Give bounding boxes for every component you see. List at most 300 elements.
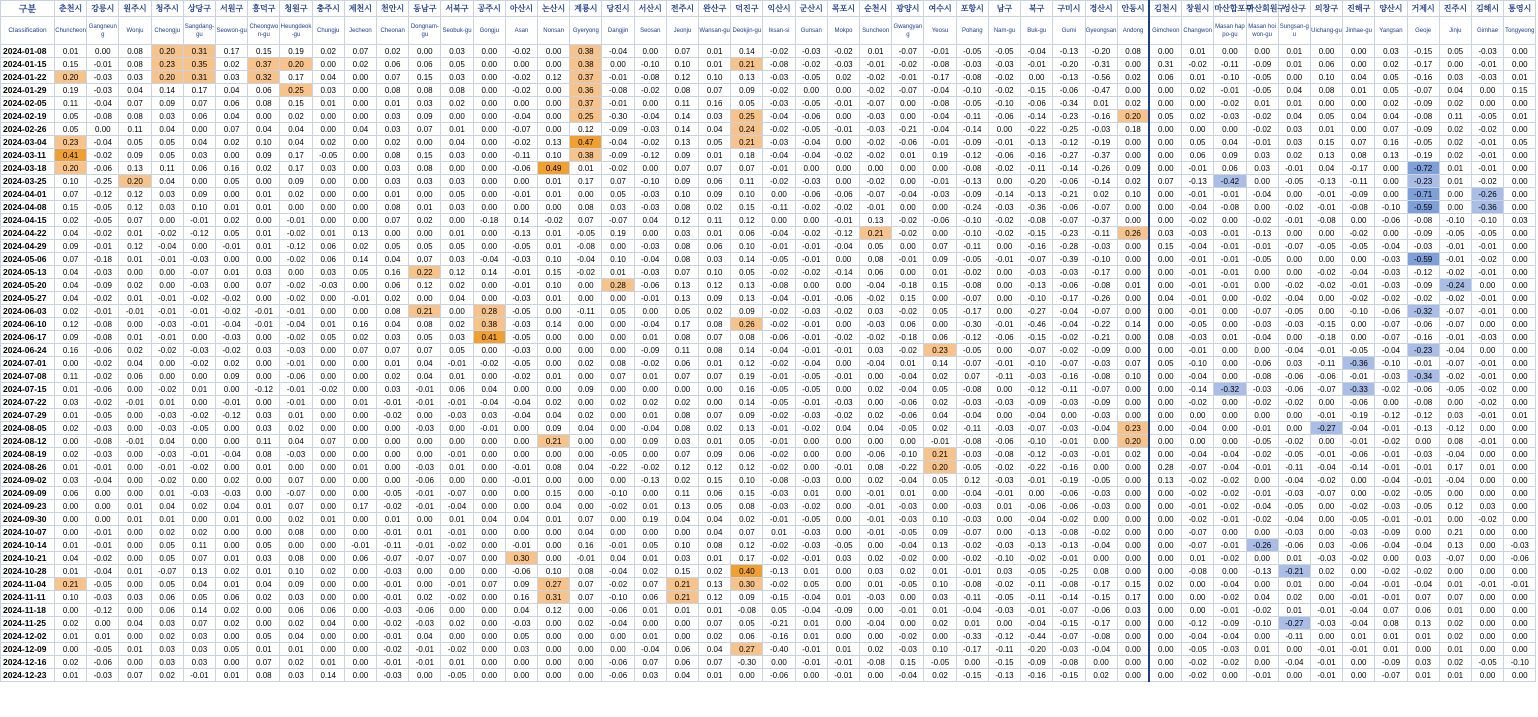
value-cell: 0.00 — [1471, 604, 1503, 617]
value-cell: 0.04 — [570, 461, 602, 474]
value-cell: -0.17 — [924, 71, 956, 84]
value-cell: -0.10 — [1021, 292, 1053, 305]
value-cell: 0.00 — [538, 669, 570, 682]
week-date-cell: 2024-04-29 — [1, 240, 55, 253]
value-cell: 0.01 — [1246, 643, 1278, 656]
value-cell: -0.08 — [87, 318, 119, 331]
value-cell: 0.01 — [119, 331, 151, 344]
value-cell: -0.02 — [183, 357, 215, 370]
value-cell: -0.24 — [956, 201, 988, 214]
column-header-kr: 광양시 — [892, 1, 924, 17]
value-cell: -0.06 — [1053, 279, 1085, 292]
value-cell: 0.03 — [55, 396, 87, 409]
value-cell: -0.04 — [1278, 292, 1310, 305]
value-cell: 0.00 — [538, 539, 570, 552]
value-cell: 0.01 — [827, 591, 859, 604]
value-cell: 0.02 — [55, 305, 87, 318]
week-date-cell: 2024-02-19 — [1, 110, 55, 123]
value-cell: 0.00 — [344, 422, 376, 435]
value-cell: 0.02 — [666, 396, 698, 409]
value-cell: -0.08 — [956, 71, 988, 84]
value-cell: -0.03 — [1053, 643, 1085, 656]
value-cell: 0.00 — [538, 474, 570, 487]
value-cell: 0.38 — [570, 58, 602, 71]
value-cell: 0.13 — [1375, 149, 1407, 162]
value-cell: 0.00 — [1149, 409, 1181, 422]
value-cell: 0.00 — [827, 448, 859, 461]
value-cell: 0.04 — [248, 123, 280, 136]
value-cell: 0.03 — [441, 45, 473, 58]
value-cell: -0.01 — [1182, 305, 1214, 318]
value-cell: 0.03 — [860, 344, 892, 357]
value-cell: 0.00 — [505, 448, 537, 461]
value-cell: 0.40 — [731, 565, 763, 578]
value-cell: 0.00 — [827, 474, 859, 487]
value-cell: -0.02 — [377, 643, 409, 656]
value-cell: 0.00 — [1504, 591, 1536, 604]
value-cell: 0.02 — [216, 565, 248, 578]
value-cell: 0.10 — [538, 253, 570, 266]
value-cell: -0.16 — [1407, 331, 1439, 344]
column-header-kr: 계룡시 — [570, 1, 602, 17]
value-cell: 0.00 — [1504, 604, 1536, 617]
value-cell: 0.00 — [892, 201, 924, 214]
value-cell: -0.03 — [151, 448, 183, 461]
value-cell: -0.03 — [795, 409, 827, 422]
value-cell: 0.02 — [441, 97, 473, 110]
value-cell: 0.05 — [151, 578, 183, 591]
value-cell: -0.01 — [409, 396, 441, 409]
value-cell: 0.00 — [1149, 318, 1181, 331]
value-cell: 0.21 — [666, 578, 698, 591]
value-cell: -0.01 — [1278, 162, 1310, 175]
value-cell: 0.00 — [1471, 591, 1503, 604]
value-cell: 0.12 — [538, 71, 570, 84]
value-cell: 0.00 — [634, 97, 666, 110]
value-cell: -0.10 — [634, 175, 666, 188]
value-cell: 0.10 — [55, 175, 87, 188]
value-cell: 0.00 — [860, 162, 892, 175]
value-cell: -0.03 — [1407, 448, 1439, 461]
value-cell: -0.02 — [763, 318, 795, 331]
value-cell: 0.03 — [151, 656, 183, 669]
value-cell: -0.16 — [1053, 461, 1085, 474]
value-cell: 0.00 — [1149, 45, 1181, 58]
value-cell: 0.00 — [1504, 357, 1536, 370]
value-cell: -0.01 — [248, 318, 280, 331]
value-cell: 0.00 — [505, 175, 537, 188]
value-cell: 0.11 — [666, 487, 698, 500]
value-cell: 0.00 — [1149, 97, 1181, 110]
value-cell: 0.04 — [312, 71, 344, 84]
value-cell: -0.04 — [87, 474, 119, 487]
value-cell: 0.00 — [216, 435, 248, 448]
value-cell: -0.04 — [763, 344, 795, 357]
value-cell: -0.12 — [1053, 136, 1085, 149]
value-cell: -0.10 — [956, 84, 988, 97]
table-row — [1, 383, 1536, 396]
value-cell: -0.06 — [1053, 84, 1085, 97]
value-cell: -0.08 — [956, 279, 988, 292]
value-cell: 0.00 — [312, 305, 344, 318]
value-cell: 0.02 — [1182, 110, 1214, 123]
value-cell: 0.07 — [280, 500, 312, 513]
value-cell: 0.01 — [795, 630, 827, 643]
table-row — [1, 513, 1536, 526]
value-cell: 0.01 — [312, 97, 344, 110]
value-cell: 0.00 — [602, 240, 634, 253]
value-cell: -0.06 — [409, 604, 441, 617]
week-date-cell: 2024-12-02 — [1, 630, 55, 643]
value-cell: -0.01 — [1053, 435, 1085, 448]
value-cell: 0.00 — [602, 643, 634, 656]
value-cell: -0.09 — [1375, 656, 1407, 669]
value-cell: -0.01 — [795, 318, 827, 331]
column-header-en: Jecheon — [344, 17, 376, 45]
value-cell: 0.00 — [1504, 45, 1536, 58]
value-cell: -0.02 — [1214, 97, 1246, 110]
value-cell: 0.00 — [924, 162, 956, 175]
value-cell: -0.04 — [1375, 474, 1407, 487]
value-cell: 0.01 — [1278, 58, 1310, 71]
week-date-cell: 2024-04-08 — [1, 201, 55, 214]
column-header-en: Uichang-gu — [1310, 17, 1342, 45]
value-cell: 0.00 — [441, 214, 473, 227]
value-cell: 0.00 — [1278, 253, 1310, 266]
value-cell: -0.01 — [1182, 292, 1214, 305]
value-cell: -0.04 — [505, 396, 537, 409]
value-cell: -0.07 — [1310, 383, 1342, 396]
value-cell: -0.15 — [1310, 318, 1342, 331]
value-cell: 0.00 — [1343, 565, 1375, 578]
value-cell: 0.04 — [183, 136, 215, 149]
value-cell: 0.07 — [666, 162, 698, 175]
week-date-cell: 2024-02-05 — [1, 97, 55, 110]
value-cell: -0.01 — [280, 357, 312, 370]
value-cell: -0.07 — [1085, 305, 1117, 318]
value-cell: 0.02 — [570, 409, 602, 422]
value-cell: 0.00 — [1471, 318, 1503, 331]
value-cell: -0.09 — [634, 344, 666, 357]
value-cell: 0.01 — [538, 370, 570, 383]
value-cell: -0.01 — [409, 383, 441, 396]
value-cell: 0.03 — [377, 175, 409, 188]
value-cell: -0.03 — [1085, 123, 1117, 136]
value-cell: -0.02 — [1375, 487, 1407, 500]
value-cell: 0.00 — [248, 474, 280, 487]
value-cell: 0.00 — [1182, 604, 1214, 617]
value-cell: 0.00 — [1149, 513, 1181, 526]
value-cell: 0.03 — [827, 552, 859, 565]
value-cell: 0.02 — [699, 305, 731, 318]
value-cell: 0.00 — [1310, 630, 1342, 643]
value-cell: 0.00 — [441, 435, 473, 448]
value-cell: 0.13 — [1439, 539, 1471, 552]
value-cell: -0.05 — [1471, 110, 1503, 123]
week-date-cell: 2024-08-19 — [1, 448, 55, 461]
value-cell: -0.02 — [795, 422, 827, 435]
value-cell: 0.00 — [1149, 435, 1181, 448]
value-cell: 0.01 — [119, 565, 151, 578]
value-cell: -0.07 — [956, 526, 988, 539]
value-cell: 0.01 — [924, 565, 956, 578]
value-cell: -0.14 — [1021, 110, 1053, 123]
value-cell: 0.01 — [312, 227, 344, 240]
value-cell: -0.02 — [1375, 565, 1407, 578]
value-cell: -0.02 — [763, 461, 795, 474]
value-cell: 0.00 — [988, 344, 1020, 357]
value-cell: -0.01 — [344, 539, 376, 552]
week-date-cell: 2024-11-11 — [1, 591, 55, 604]
value-cell: -0.03 — [1085, 357, 1117, 370]
week-date-cell: 2024-06-03 — [1, 305, 55, 318]
value-cell: 0.41 — [473, 331, 505, 344]
value-cell: -0.03 — [988, 539, 1020, 552]
week-date-cell: 2024-11-25 — [1, 617, 55, 630]
value-cell: 0.00 — [1439, 188, 1471, 201]
value-cell: 0.00 — [473, 97, 505, 110]
value-cell: 0.00 — [248, 604, 280, 617]
value-cell: 0.06 — [280, 604, 312, 617]
value-cell: 0.00 — [1214, 344, 1246, 357]
value-cell: 0.04 — [666, 513, 698, 526]
value-cell: 0.00 — [1149, 136, 1181, 149]
value-cell: -0.13 — [1246, 565, 1278, 578]
value-cell: 0.04 — [473, 383, 505, 396]
value-cell: 0.16 — [1375, 136, 1407, 149]
value-cell: -0.02 — [827, 201, 859, 214]
value-cell: 0.00 — [216, 526, 248, 539]
value-cell: -0.08 — [87, 435, 119, 448]
value-cell: 0.00 — [1471, 422, 1503, 435]
value-cell: 0.00 — [1246, 266, 1278, 279]
value-cell: 0.06 — [377, 279, 409, 292]
value-cell: 0.00 — [570, 630, 602, 643]
value-cell: -0.06 — [87, 344, 119, 357]
column-header-kr: 아산시 — [505, 1, 537, 17]
value-cell: -0.05 — [1246, 71, 1278, 84]
value-cell: 0.01 — [1278, 578, 1310, 591]
value-cell: 0.02 — [344, 58, 376, 71]
value-cell: -0.02 — [505, 136, 537, 149]
value-cell: -0.01 — [1182, 500, 1214, 513]
value-cell: -0.01 — [602, 97, 634, 110]
value-cell: 0.03 — [699, 110, 731, 123]
value-cell: 0.00 — [216, 149, 248, 162]
value-cell: 0.04 — [827, 422, 859, 435]
value-cell: 0.00 — [1310, 526, 1342, 539]
value-cell: 0.00 — [1214, 669, 1246, 682]
value-cell: 0.08 — [377, 149, 409, 162]
column-header-kr: 목포시 — [827, 1, 859, 17]
value-cell: 0.03 — [183, 656, 215, 669]
column-header-kr: 제천시 — [344, 1, 376, 17]
value-cell: -0.02 — [1471, 513, 1503, 526]
value-cell: 0.02 — [827, 71, 859, 84]
value-cell: 0.00 — [827, 162, 859, 175]
value-cell: 0.00 — [634, 305, 666, 318]
value-cell: -0.01 — [1214, 279, 1246, 292]
value-cell: -0.02 — [860, 292, 892, 305]
value-cell: -0.01 — [119, 435, 151, 448]
value-cell: 0.12 — [538, 604, 570, 617]
value-cell: -0.01 — [827, 214, 859, 227]
value-cell: -0.06 — [1504, 552, 1536, 565]
value-cell: 0.07 — [1343, 136, 1375, 149]
value-cell: 0.01 — [344, 461, 376, 474]
value-cell: -0.03 — [151, 318, 183, 331]
value-cell: 0.04 — [1310, 162, 1342, 175]
value-cell: -0.01 — [1471, 578, 1503, 591]
value-cell: 0.10 — [55, 591, 87, 604]
value-cell: -0.06 — [1310, 370, 1342, 383]
value-cell: 0.00 — [570, 370, 602, 383]
value-cell: 0.08 — [119, 58, 151, 71]
value-cell: 0.00 — [570, 669, 602, 682]
value-cell: 0.07 — [248, 279, 280, 292]
value-cell: 0.21 — [409, 305, 441, 318]
value-cell: -0.04 — [763, 292, 795, 305]
value-cell: 0.00 — [602, 409, 634, 422]
value-cell: 0.00 — [827, 318, 859, 331]
value-cell: 0.12 — [666, 214, 698, 227]
value-cell: 0.02 — [924, 370, 956, 383]
value-cell: -0.09 — [827, 604, 859, 617]
value-cell: 0.06 — [216, 97, 248, 110]
value-cell: 0.00 — [473, 175, 505, 188]
value-cell: -0.03 — [1214, 643, 1246, 656]
value-cell: -0.06 — [505, 162, 537, 175]
value-cell: -0.19 — [1407, 149, 1439, 162]
value-cell: 0.08 — [1439, 435, 1471, 448]
value-cell: -0.02 — [1182, 396, 1214, 409]
value-cell: -0.01 — [763, 162, 795, 175]
value-cell: -0.04 — [1278, 474, 1310, 487]
value-cell: 0.10 — [924, 578, 956, 591]
value-cell: 0.00 — [312, 578, 344, 591]
value-cell: -0.16 — [1021, 149, 1053, 162]
value-cell: 0.02 — [731, 513, 763, 526]
value-cell: 0.07 — [409, 253, 441, 266]
value-cell: 0.00 — [280, 201, 312, 214]
value-cell: 0.01 — [1343, 630, 1375, 643]
value-cell: 0.00 — [344, 97, 376, 110]
value-cell: 0.07 — [344, 45, 376, 58]
week-date-cell: 2024-06-10 — [1, 318, 55, 331]
value-cell: 0.04 — [699, 513, 731, 526]
value-cell: 0.03 — [119, 71, 151, 84]
table-row — [1, 253, 1536, 266]
value-cell: 0.00 — [860, 539, 892, 552]
value-cell: 0.00 — [827, 84, 859, 97]
value-cell: 0.00 — [473, 656, 505, 669]
value-cell: 0.01 — [248, 500, 280, 513]
value-cell: 0.00 — [538, 58, 570, 71]
value-cell: -0.06 — [1343, 539, 1375, 552]
value-cell: 0.00 — [1117, 669, 1149, 682]
table-row — [1, 240, 1536, 253]
value-cell: -0.06 — [1343, 396, 1375, 409]
value-cell: -0.15 — [1021, 84, 1053, 97]
value-cell: 0.00 — [538, 643, 570, 656]
value-cell: 0.00 — [1343, 253, 1375, 266]
value-cell: -0.14 — [827, 266, 859, 279]
value-cell: -0.02 — [87, 552, 119, 565]
value-cell: 0.00 — [312, 396, 344, 409]
column-header-en: Yangsan — [1375, 17, 1407, 45]
value-cell: 0.04 — [1375, 110, 1407, 123]
value-cell: 0.07 — [699, 656, 731, 669]
value-cell: -0.05 — [377, 487, 409, 500]
value-cell: 0.01 — [538, 175, 570, 188]
value-cell: -0.27 — [1278, 617, 1310, 630]
value-cell: 0.06 — [183, 162, 215, 175]
value-cell: 0.05 — [634, 539, 666, 552]
value-cell: -0.12 — [1021, 383, 1053, 396]
column-header-kr: 원주시 — [119, 1, 151, 17]
value-cell: 0.00 — [634, 162, 666, 175]
value-cell: 0.09 — [409, 110, 441, 123]
table-row — [1, 344, 1536, 357]
value-cell: 0.00 — [1504, 513, 1536, 526]
value-cell: 0.00 — [1504, 487, 1536, 500]
value-cell: 0.04 — [409, 630, 441, 643]
value-cell: 0.09 — [55, 331, 87, 344]
value-cell: -0.12 — [1182, 617, 1214, 630]
value-cell: -0.06 — [860, 448, 892, 461]
value-cell: 0.03 — [1310, 539, 1342, 552]
value-cell: 0.03 — [860, 565, 892, 578]
value-cell: -0.01 — [602, 539, 634, 552]
value-cell: -0.21 — [1053, 188, 1085, 201]
value-cell: 0.07 — [666, 266, 698, 279]
value-cell: -0.04 — [1182, 240, 1214, 253]
value-cell: 0.02 — [344, 240, 376, 253]
value-cell: 0.00 — [248, 253, 280, 266]
value-cell: -0.27 — [1021, 305, 1053, 318]
value-cell: 0.00 — [1149, 656, 1181, 669]
value-cell: 0.03 — [666, 435, 698, 448]
value-cell: 0.05 — [248, 630, 280, 643]
value-cell: 0.14 — [924, 357, 956, 370]
table-row — [1, 409, 1536, 422]
value-cell: 0.00 — [1504, 188, 1536, 201]
value-cell: 0.05 — [216, 175, 248, 188]
value-cell: 0.00 — [312, 643, 344, 656]
value-cell: -0.03 — [151, 422, 183, 435]
value-cell: 0.00 — [1343, 123, 1375, 136]
value-cell: 0.07 — [1117, 357, 1149, 370]
value-cell: -0.02 — [602, 162, 634, 175]
value-cell: 0.02 — [538, 396, 570, 409]
value-cell: -0.03 — [505, 617, 537, 630]
value-cell: -0.01 — [1310, 656, 1342, 669]
column-header-en: Cheonan — [377, 17, 409, 45]
value-cell: -0.01 — [1375, 578, 1407, 591]
value-cell: -0.13 — [1407, 422, 1439, 435]
value-cell: 0.00 — [1117, 409, 1149, 422]
value-cell: -0.04 — [763, 110, 795, 123]
value-cell: 0.03 — [924, 591, 956, 604]
week-date-cell: 2024-03-04 — [1, 136, 55, 149]
value-cell: 0.05 — [1375, 84, 1407, 97]
week-date-cell: 2024-04-15 — [1, 214, 55, 227]
value-cell: 0.09 — [280, 175, 312, 188]
value-cell: -0.03 — [1375, 266, 1407, 279]
value-cell: 0.00 — [312, 500, 344, 513]
value-cell: 0.00 — [119, 318, 151, 331]
value-cell: 0.00 — [827, 383, 859, 396]
